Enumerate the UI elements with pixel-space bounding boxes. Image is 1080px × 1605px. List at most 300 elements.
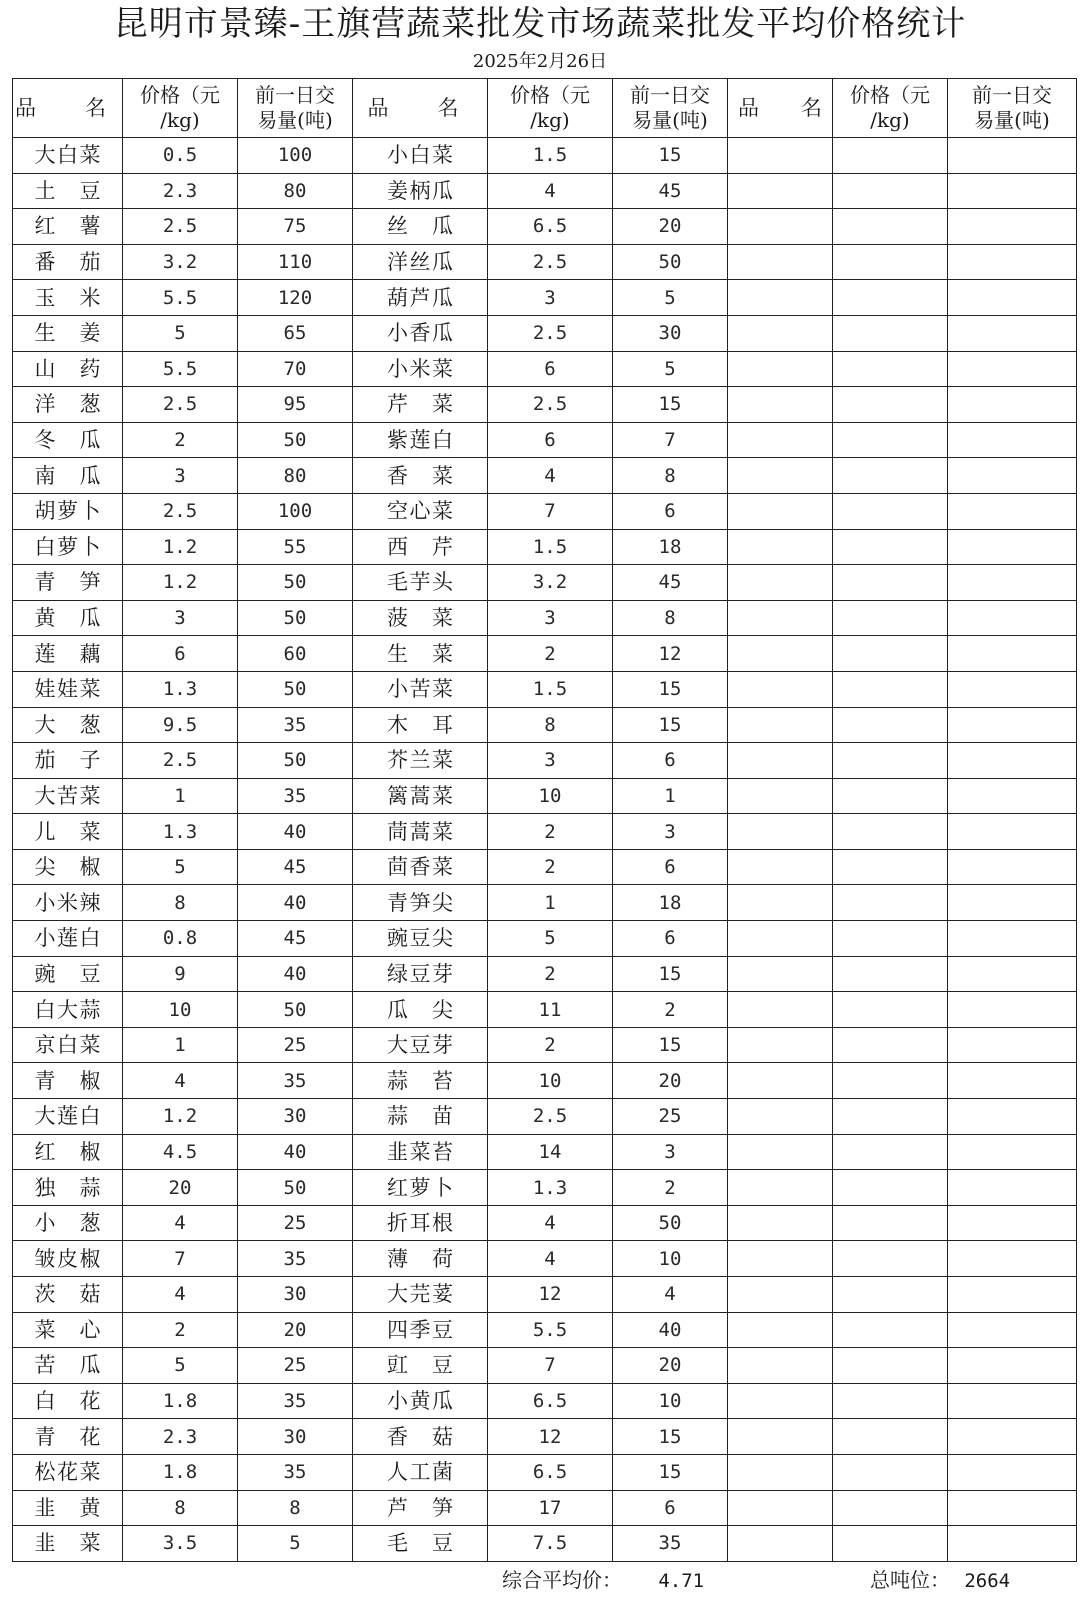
- report-date: 2025年2月26日: [472, 51, 608, 72]
- left-price-cell: 5: [123, 849, 238, 885]
- left-price-cell: 8: [123, 885, 238, 921]
- left-name-cell: [13, 707, 123, 743]
- middle-price-cell: 4: [488, 1205, 613, 1241]
- table-row: [13, 1099, 1077, 1135]
- left-name-cell: [13, 600, 123, 636]
- right-name-cell: [728, 636, 833, 672]
- middle-volume-cell: 15: [613, 956, 728, 992]
- left-name-cell: [13, 1490, 123, 1526]
- right-price-cell: [833, 778, 948, 814]
- middle-name-cell: [353, 209, 488, 245]
- right-price-cell: [833, 1348, 948, 1384]
- middle-price-cell: 1.5: [488, 671, 613, 707]
- table-row: [13, 849, 1077, 885]
- middle-name-cell-text: 大芫荽: [387, 1282, 453, 1307]
- right-volume-cell: [948, 921, 1077, 957]
- left-name-cell: [13, 244, 123, 280]
- middle-volume-cell: 2: [613, 992, 728, 1028]
- middle-volume-cell: 20: [613, 1348, 728, 1384]
- middle-name-cell: [353, 707, 488, 743]
- right-volume-cell: [948, 1490, 1077, 1526]
- right-name-cell: [728, 707, 833, 743]
- left-name-cell-text: 生姜: [34, 321, 101, 346]
- right-name-cell: [728, 814, 833, 850]
- middle-name-cell: [353, 849, 488, 885]
- left-volume-cell: 50: [238, 671, 353, 707]
- middle-volume-cell: 3: [613, 1134, 728, 1170]
- left-name-cell-text: 菜心: [34, 1317, 101, 1342]
- middle-price-cell: 2.5: [488, 387, 613, 423]
- left-name-cell-text: 茄子: [34, 748, 101, 773]
- table-row: [13, 992, 1077, 1028]
- middle-name-cell-text: 大豆芽: [387, 1033, 453, 1058]
- table-row: [13, 956, 1077, 992]
- left-name-cell: [13, 1241, 123, 1277]
- middle-name-cell: [353, 173, 488, 209]
- left-volume-cell: 35: [238, 1383, 353, 1419]
- middle-name-cell: [353, 1277, 488, 1313]
- right-volume-cell: [948, 778, 1077, 814]
- middle-name-cell: [353, 1205, 488, 1241]
- left-name-cell: [13, 956, 123, 992]
- left-price-cell: 6: [123, 636, 238, 672]
- right-volume-cell: [948, 1205, 1077, 1241]
- middle-volume-cell: 5: [613, 351, 728, 387]
- left-name-cell: [13, 1348, 123, 1384]
- right-price-cell: [833, 493, 948, 529]
- left-name-cell-text: 莲藕: [34, 641, 101, 666]
- left-price-cell: 2.5: [123, 209, 238, 245]
- middle-name-cell: [353, 814, 488, 850]
- middle-name-cell-text: 青笋尖: [387, 890, 453, 915]
- left-name-cell-text: 大苦菜: [34, 783, 101, 808]
- middle-price-cell: 3: [488, 280, 613, 316]
- right-name-cell: [728, 921, 833, 957]
- header-volume-2: 前一日交 易量(吨): [613, 79, 728, 138]
- left-price-cell: 5.5: [123, 351, 238, 387]
- right-name-cell: [728, 885, 833, 921]
- left-price-cell: 2.5: [123, 743, 238, 779]
- right-name-cell: [728, 1348, 833, 1384]
- left-name-cell: [13, 636, 123, 672]
- middle-name-cell: [353, 244, 488, 280]
- middle-volume-cell: 6: [613, 493, 728, 529]
- right-volume-cell: [948, 315, 1077, 351]
- right-price-cell: [833, 1454, 948, 1490]
- left-name-cell-text: 玉米: [34, 285, 101, 310]
- right-name-cell: [728, 387, 833, 423]
- average-price-value: 4.71: [658, 1570, 705, 1592]
- left-price-cell: 1: [123, 1027, 238, 1063]
- left-price-cell: 9: [123, 956, 238, 992]
- left-name-cell-text: 洋葱: [34, 392, 101, 417]
- middle-name-cell: [353, 956, 488, 992]
- header-price-2: 价格（元 /kg): [488, 79, 613, 138]
- left-volume-cell: 35: [238, 778, 353, 814]
- middle-volume-cell: 15: [613, 707, 728, 743]
- left-volume-cell: 80: [238, 173, 353, 209]
- middle-name-cell-text: 木耳: [387, 712, 453, 737]
- table-row: [13, 921, 1077, 957]
- right-price-cell: [833, 992, 948, 1028]
- middle-name-cell-text: 空心菜: [387, 499, 453, 524]
- footer-average: [502, 1564, 704, 1596]
- middle-name-cell-text: 韭菜苔: [387, 1139, 453, 1164]
- left-price-cell: 4.5: [123, 1134, 238, 1170]
- left-name-cell: [13, 814, 123, 850]
- left-price-cell: 1.2: [123, 529, 238, 565]
- middle-price-cell: 2: [488, 814, 613, 850]
- left-name-cell: [13, 885, 123, 921]
- left-name-cell-text: 白花: [34, 1389, 101, 1414]
- middle-name-cell-text: 菠菜: [387, 606, 453, 631]
- middle-name-cell: [353, 565, 488, 601]
- left-name-cell-text: 小米辣: [34, 890, 101, 915]
- left-volume-cell: 35: [238, 1063, 353, 1099]
- left-name-cell: [13, 992, 123, 1028]
- table-row: [13, 743, 1077, 779]
- middle-volume-cell: 40: [613, 1312, 728, 1348]
- middle-volume-cell: 18: [613, 885, 728, 921]
- left-price-cell: 4: [123, 1205, 238, 1241]
- middle-price-cell: 3.2: [488, 565, 613, 601]
- right-volume-cell: [948, 1454, 1077, 1490]
- left-volume-cell: 25: [238, 1205, 353, 1241]
- left-price-cell: 10: [123, 992, 238, 1028]
- right-name-cell: [728, 1205, 833, 1241]
- left-name-cell-text: 独蒜: [34, 1175, 101, 1200]
- right-volume-cell: [948, 1134, 1077, 1170]
- right-name-cell: [728, 956, 833, 992]
- middle-name-cell-text: 四季豆: [387, 1317, 453, 1342]
- middle-name-cell-text: 薄荷: [387, 1246, 453, 1271]
- left-name-cell-text: 大白菜: [34, 143, 101, 168]
- table-row: [13, 1419, 1077, 1455]
- table-row: [13, 387, 1077, 423]
- middle-price-cell: 2.5: [488, 1099, 613, 1135]
- right-price-cell: [833, 885, 948, 921]
- left-name-cell: [13, 209, 123, 245]
- right-price-cell: [833, 1205, 948, 1241]
- footer-total: [870, 1564, 1010, 1596]
- right-price-cell: [833, 138, 948, 174]
- middle-name-cell: [353, 636, 488, 672]
- middle-name-cell: [353, 743, 488, 779]
- middle-price-cell: 10: [488, 778, 613, 814]
- right-price-cell: [833, 956, 948, 992]
- right-volume-cell: [948, 814, 1077, 850]
- right-name-cell: [728, 1312, 833, 1348]
- middle-price-cell: 2.5: [488, 315, 613, 351]
- left-name-cell: [13, 138, 123, 174]
- right-volume-cell: [948, 707, 1077, 743]
- table-row: [13, 209, 1077, 245]
- middle-price-cell: 2.5: [488, 244, 613, 280]
- left-name-cell-text: 红椒: [34, 1139, 101, 1164]
- middle-name-cell-text: 丝瓜: [387, 214, 453, 239]
- right-volume-cell: [948, 600, 1077, 636]
- middle-name-cell: [353, 1526, 488, 1562]
- left-volume-cell: 80: [238, 458, 353, 494]
- table-row: [13, 315, 1077, 351]
- left-price-cell: 5.5: [123, 280, 238, 316]
- left-name-cell-text: 小葱: [34, 1211, 101, 1236]
- left-name-cell: [13, 849, 123, 885]
- middle-name-cell-text: 人工菌: [387, 1460, 453, 1485]
- left-volume-cell: 30: [238, 1277, 353, 1313]
- left-price-cell: 0.5: [123, 138, 238, 174]
- right-name-cell: [728, 1490, 833, 1526]
- left-name-cell-text: 苦瓜: [34, 1353, 101, 1378]
- middle-volume-cell: 45: [613, 173, 728, 209]
- middle-name-cell: [353, 138, 488, 174]
- table-row: [13, 1526, 1077, 1562]
- right-volume-cell: [948, 280, 1077, 316]
- middle-name-cell: [353, 387, 488, 423]
- middle-name-cell-text: 香菇: [387, 1424, 453, 1449]
- right-volume-cell: [948, 387, 1077, 423]
- left-volume-cell: 25: [238, 1348, 353, 1384]
- table-row: [13, 1170, 1077, 1206]
- middle-price-cell: 6: [488, 351, 613, 387]
- left-price-cell: 2.5: [123, 387, 238, 423]
- right-name-cell: [728, 1134, 833, 1170]
- middle-volume-cell: 25: [613, 1099, 728, 1135]
- middle-price-cell: 8: [488, 707, 613, 743]
- table-row: [13, 351, 1077, 387]
- left-volume-cell: 55: [238, 529, 353, 565]
- middle-name-cell-text: 小白菜: [387, 143, 453, 168]
- right-volume-cell: [948, 992, 1077, 1028]
- right-volume-cell: [948, 1170, 1077, 1206]
- right-volume-cell: [948, 636, 1077, 672]
- right-name-cell: [728, 1241, 833, 1277]
- right-price-cell: [833, 1419, 948, 1455]
- right-volume-cell: [948, 209, 1077, 245]
- right-price-cell: [833, 1099, 948, 1135]
- right-volume-cell: [948, 244, 1077, 280]
- middle-name-cell-text: 绿豆芽: [387, 961, 453, 986]
- right-name-cell: [728, 280, 833, 316]
- table-row: [13, 600, 1077, 636]
- left-name-cell-text: 青花: [34, 1424, 101, 1449]
- middle-price-cell: 4: [488, 173, 613, 209]
- right-volume-cell: [948, 422, 1077, 458]
- right-name-cell: [728, 671, 833, 707]
- left-volume-cell: 65: [238, 315, 353, 351]
- middle-price-cell: 2: [488, 1027, 613, 1063]
- middle-name-cell-text: 芹菜: [387, 392, 453, 417]
- left-volume-cell: 60: [238, 636, 353, 672]
- table-row: [13, 1134, 1077, 1170]
- middle-volume-cell: 15: [613, 671, 728, 707]
- middle-volume-cell: 15: [613, 387, 728, 423]
- right-price-cell: [833, 849, 948, 885]
- middle-price-cell: 7.5: [488, 1526, 613, 1562]
- middle-price-cell: 6.5: [488, 1383, 613, 1419]
- right-name-cell: [728, 1277, 833, 1313]
- table-row: [13, 1027, 1077, 1063]
- left-volume-cell: 25: [238, 1027, 353, 1063]
- middle-price-cell: 7: [488, 493, 613, 529]
- middle-name-cell: [353, 1490, 488, 1526]
- right-price-cell: [833, 671, 948, 707]
- left-price-cell: 2: [123, 422, 238, 458]
- left-name-cell-text: 冬瓜: [34, 428, 101, 453]
- left-volume-cell: 30: [238, 1099, 353, 1135]
- middle-name-cell: [353, 1134, 488, 1170]
- right-price-cell: [833, 600, 948, 636]
- middle-price-cell: 6: [488, 422, 613, 458]
- left-name-cell-text: 韭黄: [34, 1495, 101, 1520]
- left-volume-cell: 40: [238, 885, 353, 921]
- middle-name-cell: [353, 493, 488, 529]
- right-price-cell: [833, 1241, 948, 1277]
- middle-name-cell-text: 红萝卜: [387, 1175, 453, 1200]
- left-name-cell-text: 娃娃菜: [34, 677, 101, 702]
- middle-volume-cell: 15: [613, 1027, 728, 1063]
- left-name-cell-text: 土豆: [34, 178, 101, 203]
- left-name-cell: [13, 387, 123, 423]
- middle-price-cell: 4: [488, 458, 613, 494]
- middle-name-cell: [353, 600, 488, 636]
- left-name-cell: [13, 921, 123, 957]
- middle-volume-cell: 18: [613, 529, 728, 565]
- left-price-cell: 1.3: [123, 814, 238, 850]
- middle-name-cell-text: 姜柄瓜: [387, 178, 453, 203]
- right-volume-cell: [948, 1312, 1077, 1348]
- right-volume-cell: [948, 1241, 1077, 1277]
- table-row: [13, 493, 1077, 529]
- middle-price-cell: 2: [488, 636, 613, 672]
- middle-name-cell-text: 西芹: [387, 534, 453, 559]
- left-name-cell-text: 小莲白: [34, 926, 101, 951]
- table-row: [13, 1454, 1077, 1490]
- middle-price-cell: 5.5: [488, 1312, 613, 1348]
- right-price-cell: [833, 280, 948, 316]
- middle-name-cell-text: 茴香菜: [387, 855, 453, 880]
- left-price-cell: 1.3: [123, 671, 238, 707]
- right-volume-cell: [948, 849, 1077, 885]
- right-price-cell: [833, 387, 948, 423]
- header-name-1: 品 名: [13, 79, 123, 138]
- left-name-cell: [13, 1419, 123, 1455]
- right-name-cell: [728, 529, 833, 565]
- middle-price-cell: 12: [488, 1277, 613, 1313]
- middle-name-cell-text: 洋丝瓜: [387, 250, 453, 275]
- header-volume-3: 前一日交 易量(吨): [948, 79, 1077, 138]
- middle-volume-cell: 30: [613, 315, 728, 351]
- right-volume-cell: [948, 1063, 1077, 1099]
- middle-name-cell: [353, 315, 488, 351]
- right-name-cell: [728, 422, 833, 458]
- table-row: [13, 1490, 1077, 1526]
- right-volume-cell: [948, 956, 1077, 992]
- left-volume-cell: 35: [238, 1454, 353, 1490]
- middle-price-cell: 6.5: [488, 209, 613, 245]
- middle-name-cell-text: 生菜: [387, 641, 453, 666]
- middle-volume-cell: 6: [613, 921, 728, 957]
- middle-volume-cell: 6: [613, 743, 728, 779]
- left-volume-cell: 40: [238, 1134, 353, 1170]
- left-name-cell: [13, 743, 123, 779]
- left-name-cell-text: 豌豆: [34, 961, 101, 986]
- left-name-cell: [13, 1134, 123, 1170]
- right-volume-cell: [948, 138, 1077, 174]
- left-name-cell: [13, 529, 123, 565]
- right-volume-cell: [948, 1383, 1077, 1419]
- left-name-cell-text: 大莲白: [34, 1104, 101, 1129]
- right-name-cell: [728, 493, 833, 529]
- left-name-cell-text: 胡萝卜: [34, 499, 101, 524]
- left-price-cell: 5: [123, 1348, 238, 1384]
- table-row: [13, 1063, 1077, 1099]
- left-price-cell: 7: [123, 1241, 238, 1277]
- middle-name-cell-text: 折耳根: [387, 1211, 453, 1236]
- middle-volume-cell: 15: [613, 1454, 728, 1490]
- right-volume-cell: [948, 458, 1077, 494]
- left-volume-cell: 50: [238, 992, 353, 1028]
- left-price-cell: 1.2: [123, 565, 238, 601]
- middle-name-cell-text: 蒜苔: [387, 1068, 453, 1093]
- right-price-cell: [833, 209, 948, 245]
- right-price-cell: [833, 636, 948, 672]
- middle-volume-cell: 35: [613, 1526, 728, 1562]
- left-name-cell: [13, 1205, 123, 1241]
- middle-name-cell: [353, 1170, 488, 1206]
- left-name-cell-text: 青椒: [34, 1068, 101, 1093]
- middle-name-cell-text: 香菜: [387, 463, 453, 488]
- middle-price-cell: 1: [488, 885, 613, 921]
- table-row: [13, 1383, 1077, 1419]
- right-name-cell: [728, 244, 833, 280]
- right-price-cell: [833, 921, 948, 957]
- left-price-cell: 2: [123, 1312, 238, 1348]
- right-name-cell: [728, 1526, 833, 1562]
- left-price-cell: 3.5: [123, 1526, 238, 1562]
- left-name-cell-text: 红薯: [34, 214, 101, 239]
- left-price-cell: 0.8: [123, 921, 238, 957]
- left-name-cell: [13, 458, 123, 494]
- left-price-cell: 3: [123, 600, 238, 636]
- left-name-cell-text: 松花菜: [34, 1460, 101, 1485]
- left-name-cell: [13, 671, 123, 707]
- right-price-cell: [833, 565, 948, 601]
- left-price-cell: 3: [123, 458, 238, 494]
- right-price-cell: [833, 173, 948, 209]
- table-header-row: [13, 79, 1077, 138]
- right-name-cell: [728, 1383, 833, 1419]
- middle-price-cell: 4: [488, 1241, 613, 1277]
- table-row: [13, 422, 1077, 458]
- table-row: [13, 1348, 1077, 1384]
- left-price-cell: 5: [123, 315, 238, 351]
- left-volume-cell: 8: [238, 1490, 353, 1526]
- left-volume-cell: 50: [238, 743, 353, 779]
- left-name-cell: [13, 315, 123, 351]
- right-name-cell: [728, 1063, 833, 1099]
- table-body: [13, 138, 1077, 1562]
- right-volume-cell: [948, 1027, 1077, 1063]
- middle-name-cell: [353, 458, 488, 494]
- table-row: [13, 1205, 1077, 1241]
- right-price-cell: [833, 1490, 948, 1526]
- middle-volume-cell: 8: [613, 600, 728, 636]
- left-name-cell: [13, 1454, 123, 1490]
- header-name-2: 品 名: [353, 79, 488, 138]
- right-price-cell: [833, 707, 948, 743]
- left-price-cell: 9.5: [123, 707, 238, 743]
